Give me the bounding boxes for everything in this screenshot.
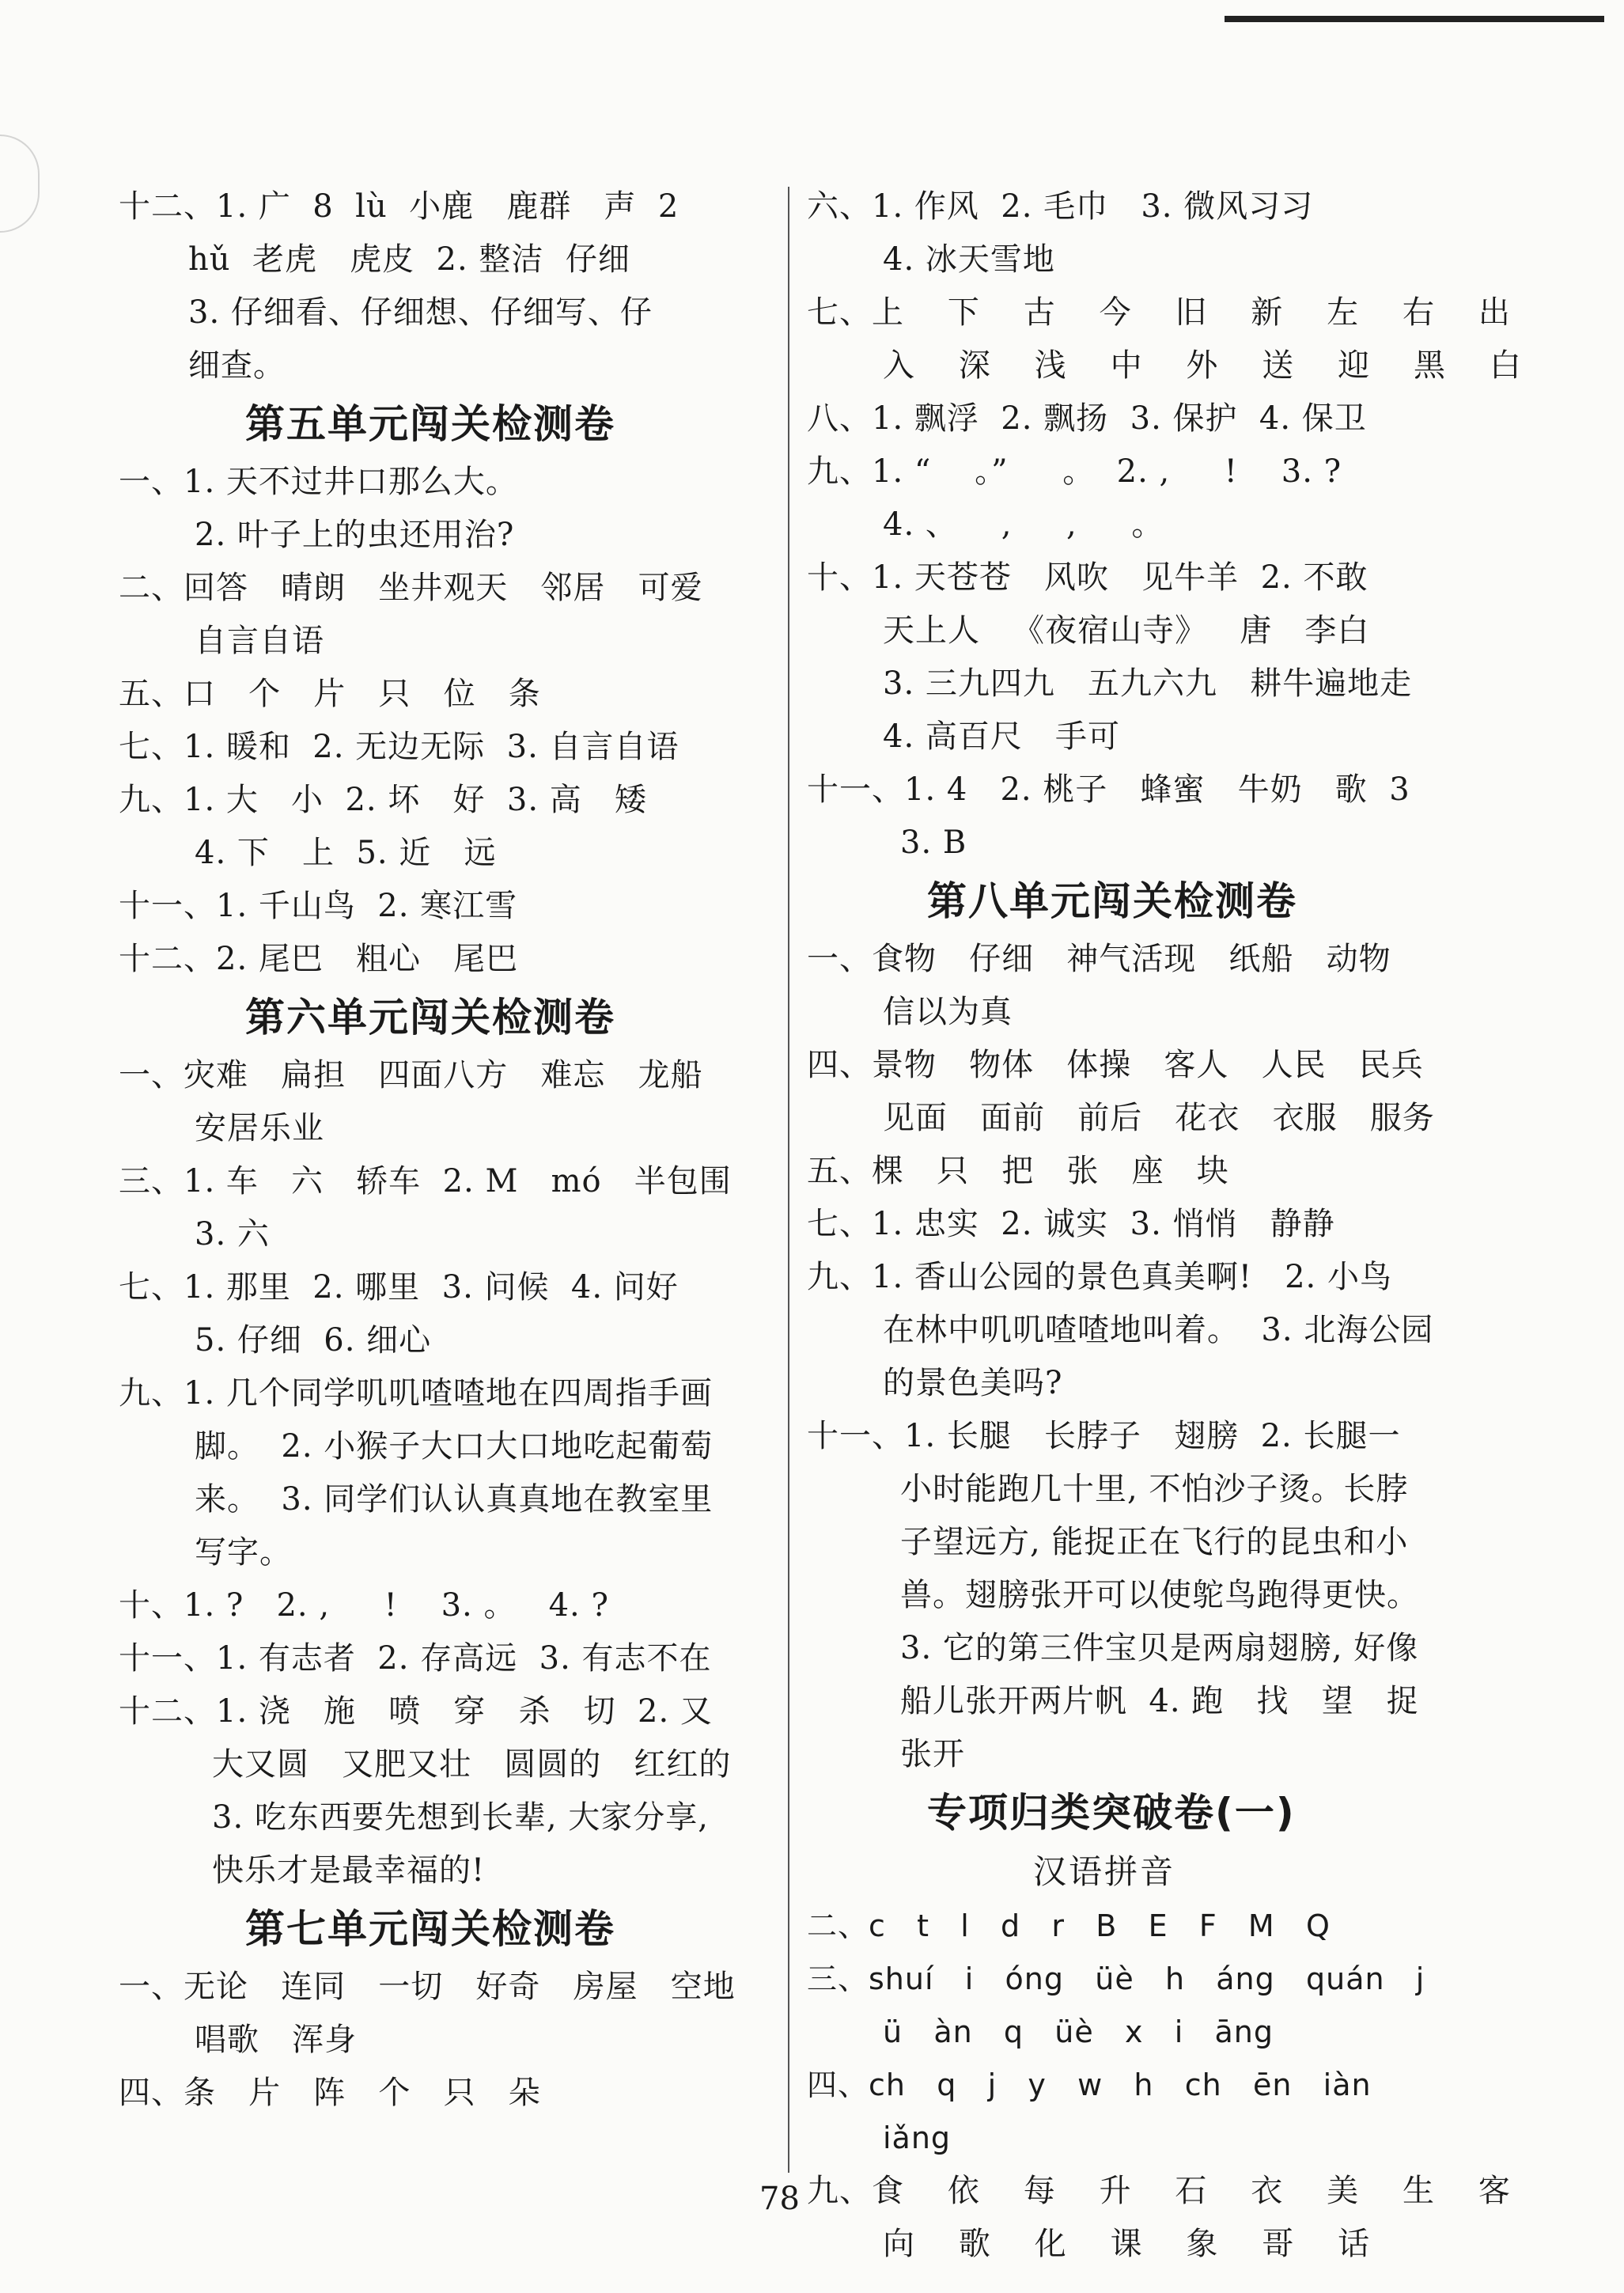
answer-line: 一、食物 仔细 神气活现 纸船 动物 <box>807 941 1391 977</box>
answer-line: 十一、1. 长腿 长脖子 翅膀 2. 长腿一 <box>807 1418 1401 1454</box>
answer-line-continued: 脚。 2. 小猴子大口大口地吃起葡萄 <box>195 1428 714 1465</box>
answer-line-continued: 张开 <box>900 1736 965 1772</box>
answer-line: 十、1. ? 2. , ! 3. 。 4. ? <box>119 1587 609 1624</box>
answer-line: 六、1. 作风 2. 毛巾 3. 微风习习 <box>807 188 1314 225</box>
answer-line-continued: 自言自语 <box>195 623 324 659</box>
answer-line: 十一、1. 千山鸟 2. 寒江雪 <box>119 888 518 924</box>
answer-line: 一、1. 天不过井口那么大。 <box>119 464 518 500</box>
answer-line: 七、1. 暖和 2. 无边无际 3. 自言自语 <box>119 729 680 765</box>
answer-line-continued: 3. B <box>900 824 967 861</box>
answer-line-continued: 3. 它的第三件宝贝是两扇翅膀, 好像 <box>900 1630 1419 1666</box>
answer-line: 九、1. 大 小 2. 坏 好 3. 高 矮 <box>119 782 647 818</box>
top-rule <box>1225 16 1604 22</box>
section-heading: 第七单元闯关检测卷 <box>245 1906 615 1952</box>
answer-line-continued: 船儿张开两片帆 4. 跑 找 望 捉 <box>900 1683 1419 1719</box>
answer-line-continued: 唱歌 浑身 <box>195 2022 358 2058</box>
answer-line: 四、ch q j y w h ch ēn iàn <box>807 2067 1372 2102</box>
answer-line-continued: 来。 3. 同学们认认真真地在教室里 <box>195 1481 714 1518</box>
answer-line: 一、灾难 扁担 四面八方 难忘 龙船 <box>119 1057 703 1093</box>
answer-line: 八、1. 飘浮 2. 飘扬 3. 保护 4. 保卫 <box>807 400 1367 437</box>
answer-line-continued: 写字。 <box>195 1534 292 1571</box>
answer-line-continued: 在林中叽叽喳喳地叫着。 3. 北海公园 <box>883 1312 1434 1348</box>
answer-line: 四、景物 物体 体操 客人 人民 民兵 <box>807 1047 1424 1083</box>
answer-line: 四、条 片 阵 个 只 朵 <box>119 2075 541 2111</box>
column-divider <box>788 187 789 2173</box>
answer-line: 九、1. “ 。” 。 2. , ! 3. ? <box>807 453 1342 490</box>
corner-stamp <box>0 135 40 233</box>
answer-line: 十二、1. 广 8 lù 小鹿 鹿群 声 2 <box>119 188 680 225</box>
answer-line: 九、1. 几个同学叽叽喳喳地在四周指手画 <box>119 1375 713 1412</box>
answer-line-continued: 安居乐业 <box>195 1110 324 1146</box>
page-number: 78 <box>759 2181 800 2217</box>
answer-line: 七、1. 忠实 2. 诚实 3. 悄悄 静静 <box>807 1206 1335 1242</box>
right-column <box>807 180 1522 2271</box>
answer-line-continued: 入 深 浅 中 外 送 迎 黑 白 <box>883 347 1522 384</box>
answer-line-continued: 细查。 <box>188 347 286 384</box>
answer-line: 十一、1. 4 2. 桃子 蜂蜜 牛奶 歌 3 <box>807 771 1410 808</box>
answer-line: 五、口 个 片 只 位 条 <box>119 676 541 712</box>
answer-line-continued: 兽。翅膀张开可以使鸵鸟跑得更快。 <box>900 1577 1419 1613</box>
answer-line-continued: 3. 吃东西要先想到长辈, 大家分享, <box>212 1799 710 1836</box>
answer-line-continued: hǔ 老虎 虎皮 2. 整洁 仔细 <box>188 241 630 278</box>
answer-line-continued: 向 歌 化 课 象 哥 话 <box>883 2226 1371 2262</box>
answer-line-continued: iǎng <box>883 2121 952 2155</box>
answer-line-continued: 3. 仔细看、仔细想、仔细写、仔 <box>188 294 653 331</box>
answer-line-continued: 5. 仔细 6. 细心 <box>195 1322 432 1359</box>
answer-line: 五、棵 只 把 张 座 块 <box>807 1153 1229 1189</box>
answer-line-continued: 4. 冰天雪地 <box>883 241 1055 278</box>
answer-line: 二、回答 晴朗 坐井观天 邻居 可爱 <box>119 570 703 606</box>
answer-line-continued: 信以为真 <box>883 994 1013 1030</box>
answer-line: 十、1. 天苍苍 风吹 见牛羊 2. 不敢 <box>807 559 1368 596</box>
answer-line-continued: 2. 叶子上的虫还用治? <box>195 517 515 553</box>
section-heading: 第八单元闯关检测卷 <box>927 878 1297 924</box>
answer-line: 十一、1. 有志者 2. 存高远 3. 有志不在 <box>119 1640 712 1677</box>
answer-line: 一、无论 连同 一切 好奇 房屋 空地 <box>119 1969 736 2005</box>
answer-line: 九、食 依 每 升 石 衣 美 生 客 <box>807 2173 1511 2209</box>
answer-line: 二、c t l d r B E F M Q <box>807 1908 1331 1943</box>
section-heading: 第六单元闯关检测卷 <box>245 995 615 1040</box>
answer-line-continued: 小时能跑几十里, 不怕沙子烫。长脖 <box>900 1471 1409 1507</box>
answer-line: 十二、1. 浇 施 喷 穿 杀 切 2. 又 <box>119 1693 713 1730</box>
answer-line-continued: 大又圆 又肥又壮 圆圆的 红红的 <box>212 1746 732 1783</box>
answer-line: 七、上 下 古 今 旧 新 左 右 出 <box>807 294 1511 331</box>
answer-line: 十二、2. 尾巴 粗心 尾巴 <box>119 941 519 977</box>
answer-line-continued: 快乐才是最幸福的! <box>212 1852 486 1889</box>
answer-line-continued: 3. 六 <box>195 1216 270 1253</box>
left-column <box>119 180 775 2120</box>
answer-line: 三、shuí i óng üè h áng quán j <box>807 1961 1425 1996</box>
answer-line-continued: 见面 面前 前后 花衣 衣服 服务 <box>883 1100 1435 1136</box>
section-subheading: 汉语拼音 <box>1033 1852 1176 1891</box>
answer-line-continued: ü àn q üè x i āng <box>883 2014 1274 2049</box>
answer-line: 七、1. 那里 2. 哪里 3. 问候 4. 问好 <box>119 1269 679 1306</box>
section-heading: 第五单元闯关检测卷 <box>245 401 615 447</box>
answer-line-continued: 子望远方, 能捉正在飞行的昆虫和小 <box>900 1524 1409 1560</box>
answer-line-continued: 3. 三九四九 五九六九 耕牛遍地走 <box>883 665 1413 702</box>
section-heading: 专项归类突破卷(一) <box>927 1790 1296 1836</box>
answer-line-continued: 的景色美吗? <box>883 1365 1063 1401</box>
answer-line-continued: 4. 高百尺 手可 <box>883 718 1121 755</box>
answer-line-continued: 4. 、 , , 。 <box>883 506 1164 543</box>
answer-line: 九、1. 香山公园的景色真美啊! 2. 小鸟 <box>807 1259 1392 1295</box>
answer-line-continued: 天上人 《夜宿山寺》 唐 李白 <box>883 612 1370 649</box>
answer-line: 三、1. 车 六 轿车 2. M mó 半包围 <box>119 1163 732 1200</box>
answer-line-continued: 4. 下 上 5. 近 远 <box>195 835 497 871</box>
